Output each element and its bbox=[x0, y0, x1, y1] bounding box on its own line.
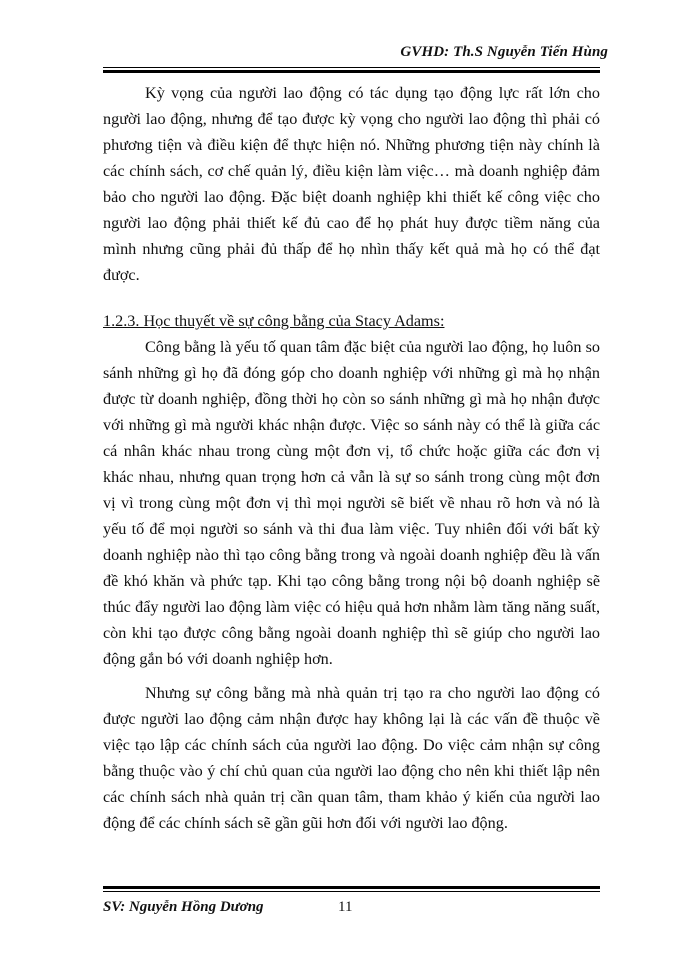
paragraph: Công bằng là yếu tố quan tâm đặc biệt của người lao động, họ luôn so sánh những gì họ đã đóng góp cho doanh nghiệp với những gì mà họ nhận được từ doanh nghiệp, đồng thời họ còn so sánh những gì mà họ nhận được với những gì mà người khác nhận được. Việc so sánh này có thể là giữa các cá nhân khác nhau trong cùng một đơn vị, tổ chức hoặc giữa các đơn vị khác nhau, nhưng quan trọng hơn cả vẫn là sự so sánh trong cùng một đơn vị vì trong cùng một đơn vị thì mọi người sẽ biết về nhau rõ hơn và nó là yếu tố để mọi người so sánh và thi đua làm việc. Tuy nhiên đối với bất kỳ doanh nghiệp nào thì tạo công bằng trong và ngoài doanh nghiệp đều là vấn đề khó khăn và phức tạp. Khi tạo công bằng trong nội bộ doanh nghiệp sẽ thúc đẩy người lao động làm việc có hiệu quả hơn nhằm làm tăng năng suất, còn khi tạo được công bằng ngoài doanh nghiệp thì sẽ giúp cho người lao động gắn bó với doanh nghiệp hơn. bbox=[103, 338, 600, 668]
footer-rule-thick bbox=[103, 886, 600, 889]
section-heading-text: 1.2.3. Học thuyết về sự công bằng của Stacy Adams: bbox=[103, 312, 445, 330]
paragraph: Kỳ vọng của người lao động có tác dụng tạo động lực rất lớn cho người lao động, nhưng để tạo được kỳ vọng cho người lao động thì phải có phương tiện và điều kiện để thực hiện nó. Những phương tiện này chính là các chính sách, cơ chế quản lý, điều kiện làm việc… mà doanh nghiệp đảm bảo cho người lao động. Đặc biệt doanh nghiệp khi thiết kế công việc cho người lao động phải thiết kế đủ cao để họ phát huy được tiềm năng của mình nhưng cũng phải đủ thấp để họ nhìn thấy kết quả mà họ có thể đạt được. bbox=[103, 84, 600, 284]
document-body bbox=[103, 80, 600, 836]
page-number: 11 bbox=[338, 899, 353, 915]
footer-rule-thin bbox=[103, 891, 600, 892]
footer-student: SV: Nguyễn Hồng Dương bbox=[103, 899, 264, 915]
header-advisor: GVHD: Th.S Nguyễn Tiến Hùng bbox=[400, 44, 608, 60]
header-rule-thin bbox=[103, 67, 600, 68]
paragraph: Nhưng sự công bằng mà nhà quản trị tạo ra cho người lao động có được người lao động cảm nhận được hay không lại là các vấn đề thuộc về việc tạo lập các chính sách của người lao động. Do việc cảm nhận sự công bằng thuộc vào ý chí chủ quan của người lao động cho nên khi thiết lập nên các chính sách nhà quản trị cần quan tâm, tham khảo ý kiến của người lao động để các chính sách sẽ gần gũi hơn đối với người lao động. bbox=[103, 684, 600, 832]
header-rule-thick bbox=[103, 70, 600, 73]
section-heading bbox=[103, 308, 600, 334]
